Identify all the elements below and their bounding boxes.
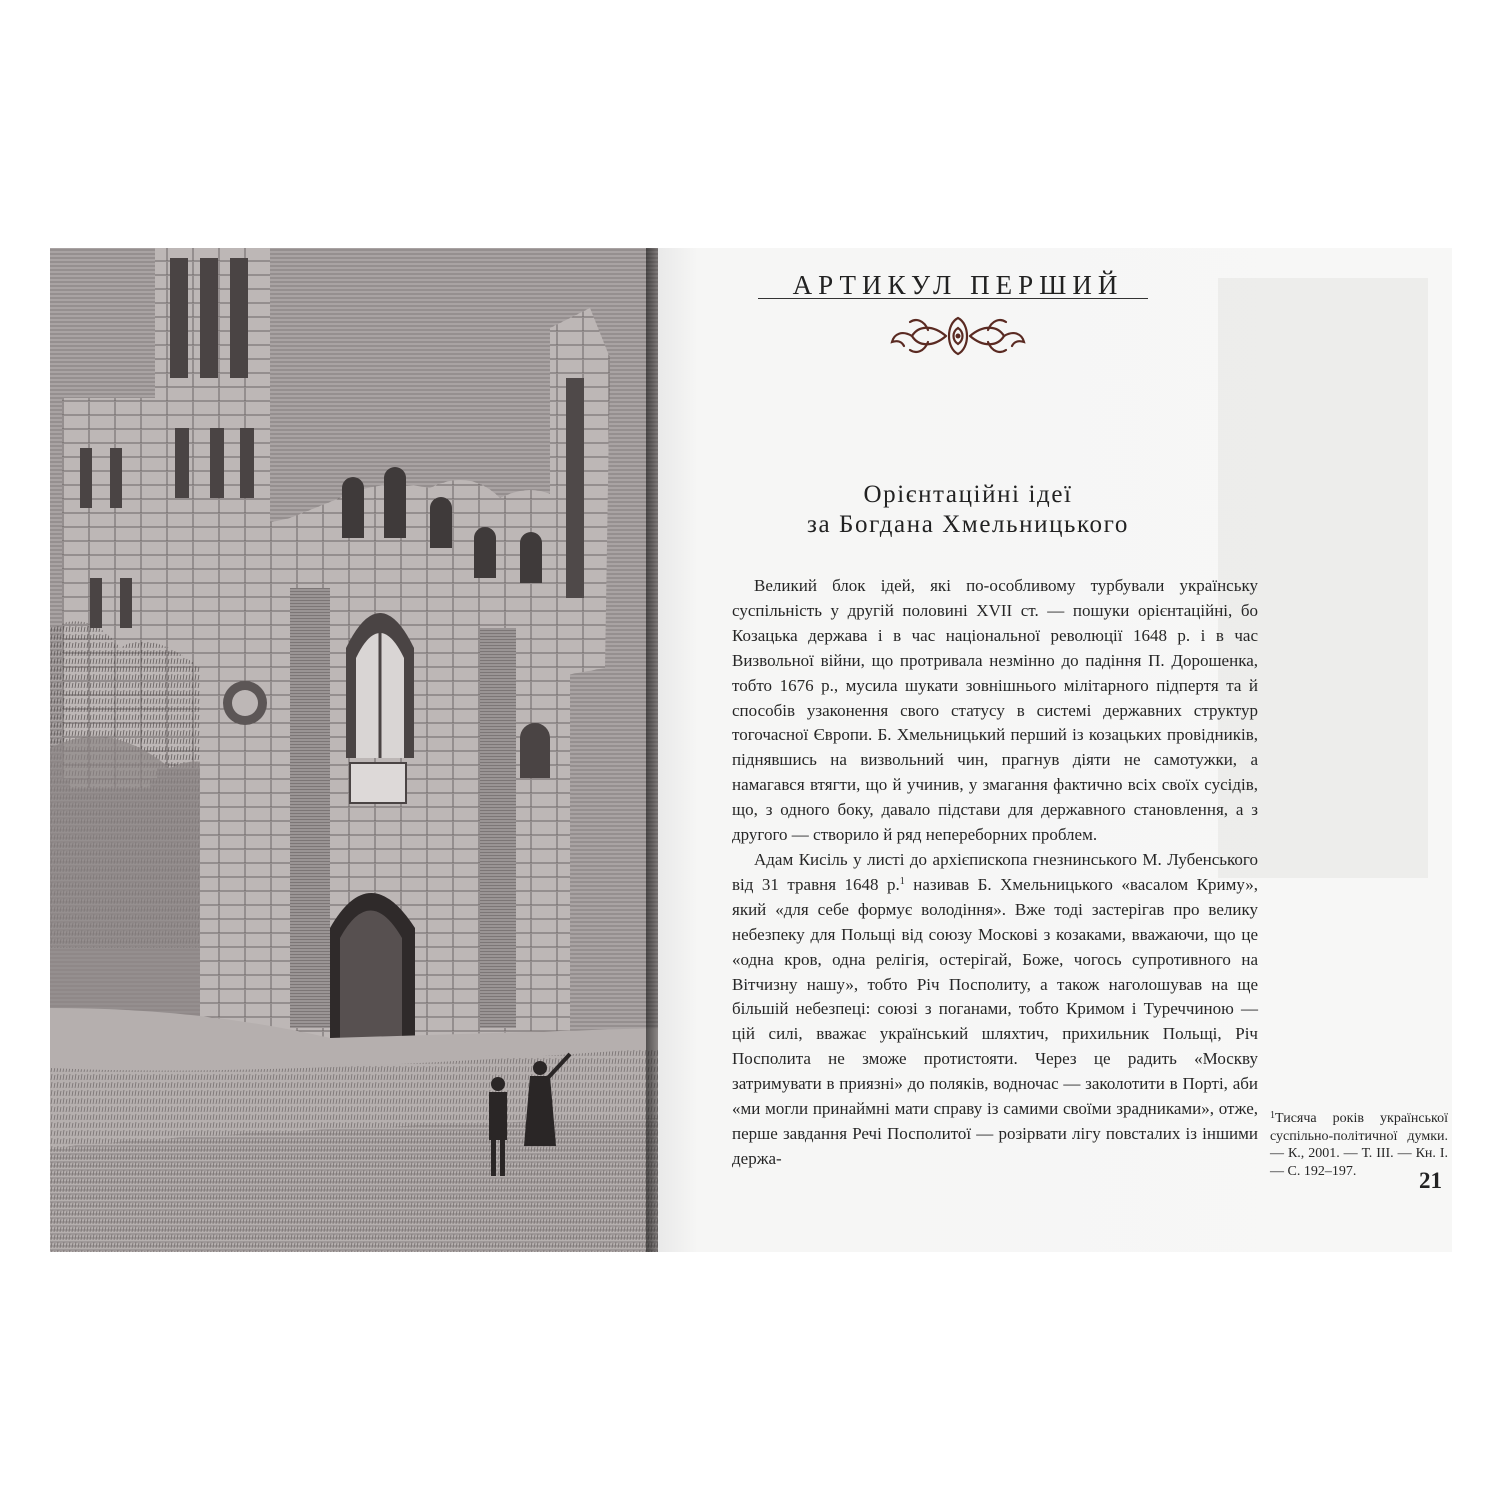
- footnote-reference: 1: [899, 875, 905, 887]
- illustration-page: [50, 248, 658, 1252]
- page-number: 21: [1419, 1168, 1442, 1193]
- gutter-shadow: [646, 248, 658, 1252]
- footnote-text: Тисяча років української суспільно-політичної думки. — К., 2001. — Т. III. — Кн. I. — С. 192–197.: [1270, 1111, 1448, 1179]
- text-page: [658, 248, 1452, 1252]
- chapter-title-line-2: за Богдана Хмельницького: [807, 511, 1129, 538]
- heading-rule: [758, 298, 1148, 299]
- body-text: [732, 574, 1258, 1172]
- flourish-ornament-icon: [888, 310, 1028, 362]
- footnote-mark: 1: [1270, 1110, 1275, 1121]
- chapter-title-line-1: Орієнтаційні ідеї: [863, 481, 1073, 508]
- section-heading: АРТИКУЛ ПЕРШИЙ: [792, 270, 1124, 300]
- paragraph-2-start: Адам Кисіль у листі до архієпископа гнезнинського М. Лубенського від 31 травня 1648 р.: [732, 849, 1258, 894]
- paragraph-1: Великий блок ідей, які по-особливому турбували українську суспільність у другій половині XVII ст. — пошуки орієнтаційні, бо Козацька держава і в час національної революції 1648 р. і в час Визвольної війни, що протривала незмінно до падіння П. Дорошенка, тобто 1676 р., мусила шукати зовнішнього мілітарного підпертя та й способів узаконення свого статусу в системі державних структур тогочасної Європи. Б. Хмельницький перший із козацьких провідників, піднявшись на визвольний чин, прагнув діяти не самотужки, а намагався втягти, що й учинив, у змагання фактично всіх своїх сусідів, що, з одного боку, давало підстави для державного становлення, а з другого — створило й ряд непереборних проблем.: [732, 576, 1258, 845]
- paragraph-2-end: називав Б. Хмельницького «васалом Криму», який «для себе формує володіння». Вже тоді застерігав про велику небезпеку для Польщі від союзу Москові з козаками, вважаючи, що це «одна кров, одна релігія, остерігай, Боже, чогось супротивного на Вітчизну нашу», тобто Річ Посполиту, а також наголошував на ще більшій небезпеці: союзі з поганами, тобто Кримом і Туреччиною — цій силі, вважає український шляхтич, прихильник Польщі, Річ Посполита не зможе протистояти. Через це радить «Москву затримувати в приязні» до поляків, водночас — заколотити в Порті, аби «ми могли принаймні мати справу із самими своїми зрадниками», отже, перше завдання Речі Посполитої — розірвати лігу повсталих із іншими держа-: [732, 874, 1259, 1168]
- gothic-ruins-engraving-icon: [50, 248, 658, 1252]
- paragraph-2: [732, 848, 1258, 1172]
- chapter-title: [718, 480, 1218, 540]
- book-spread: [50, 248, 1452, 1252]
